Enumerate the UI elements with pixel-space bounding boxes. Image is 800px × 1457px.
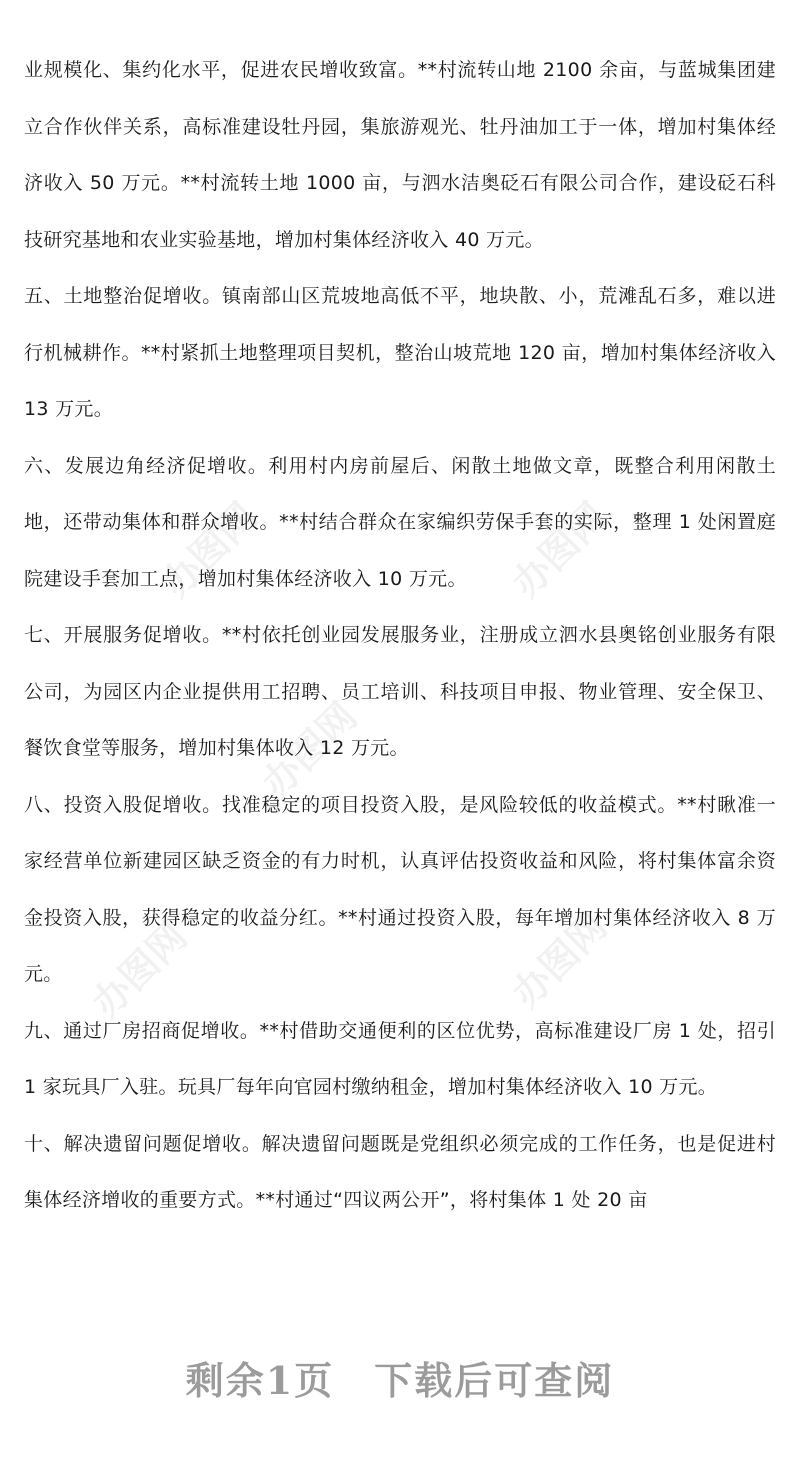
paragraph: 五、土地整治促增收。镇南部山区荒坡地高低不平，地块散、小，荒滩乱石多，难以进行机械耕作。**村紧抓土地整理项目契机，整治山坡荒地 120 亩，增加村集体经济收入 13 万元。 [24, 285, 776, 420]
download-to-read-label[interactable]: 下载后可查阅 [374, 1358, 615, 1403]
paragraph: 八、投资入股促增收。找准稳定的项目投资入股，是风险较低的收益模式。**村瞅准一家经营单位新建园区缺乏资金的有力时机，认真评估投资收益和风险，将村集体富余资金投资入股，获得稳定的收益分红。**村通过投资入股，每年增加村集体经济收入 8 万元。 [24, 793, 776, 985]
watermark: 办图网 [503, 494, 616, 606]
paragraph: 十、解决遗留问题促增收。解决遗留问题既是党组织必须完成的工作任务，也是促进村集体经济增收的重要方式。**村通过“四议两公开”，将村集体 1 处 20 亩 [24, 1132, 776, 1211]
watermark: 办图网 [83, 914, 196, 1026]
watermark: 办图网 [253, 694, 366, 806]
download-prompt[interactable] [0, 1350, 800, 1405]
watermark: 办图网 [153, 494, 266, 606]
paragraph: 业规模化、集约化水平，促进农民增收致富。**村流转山地 2100 余亩，与蓝城集团建立合作伙伴关系，高标准建设牡丹园，集旅游观光、牡丹油加工于一体，增加村集体经济收入 50 万元。**村流转土地 1000 亩，与泗水洁奥砭石有限公司合作，建设砭石科技研究基地和农业实验基地，增加村集体经济收入 40 万元。 [24, 59, 776, 251]
paragraph: 九、通过厂房招商促增收。**村借助交通便利的区位优势，高标准建设厂房 1 处，招引 1 家玩具厂入驻。玩具厂每年向官园村缴纳租金，增加村集体经济收入 10 万元。 [24, 1019, 776, 1098]
paragraph: 六、发展边角经济促增收。利用村内房前屋后、闲散土地做文章，既整合利用闲散土地，还带动集体和群众增收。**村结合群众在家编织劳保手套的实际，整理 1 处闲置庭院建设手套加工点，增加村集体经济收入 10 万元。 [24, 454, 776, 590]
remaining-pages-label: 剩余1页 [185, 1358, 335, 1403]
watermark: 办图网 [503, 904, 616, 1016]
paragraph: 七、开展服务促增收。**村依托创业园发展服务业，注册成立泗水县奥铭创业服务有限公司，为园区内企业提供用工招聘、员工培训、科技项目申报、物业管理、安全保卫、餐饮食堂等服务，增加村集体收入 12 万元。 [24, 624, 776, 759]
document-body [24, 42, 776, 1229]
